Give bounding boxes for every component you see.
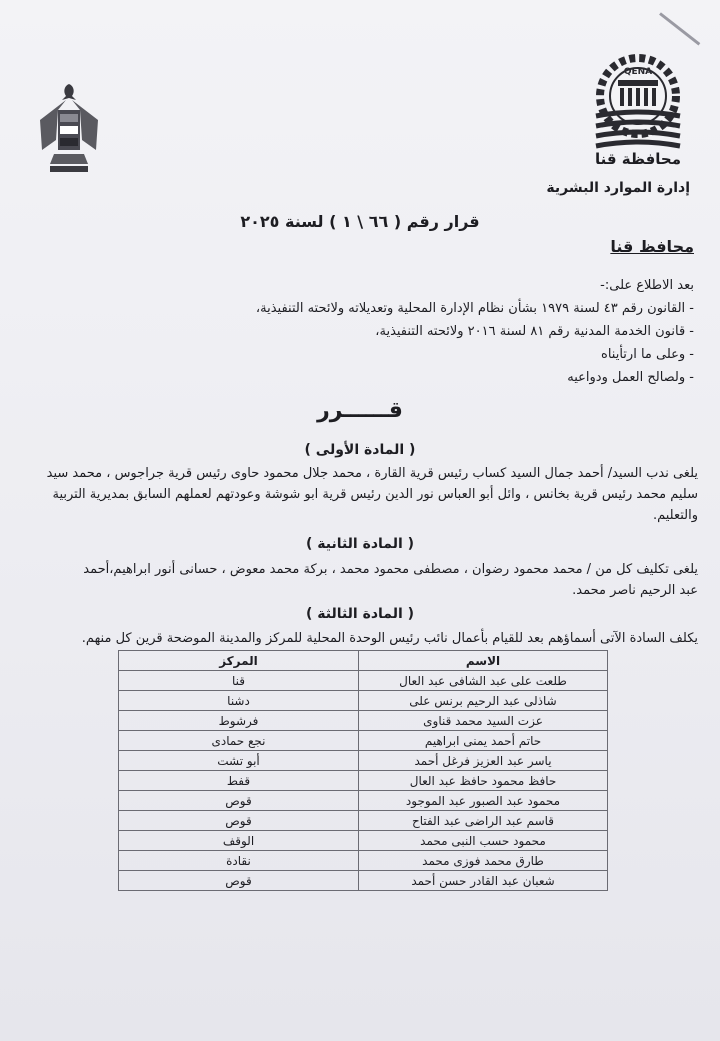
name-cell: قاسم عبد الراضى عبد الفتاح [359,811,608,831]
center-cell: نقادة [119,851,359,871]
center-cell: نجع حمادى [119,731,359,751]
name-cell: محمود حسب النبى محمد [359,831,608,851]
article-line: يلغى ندب السيد/ أحمد جمال السيد كساب رئيس قرية القارة ، محمد جلال محمود حاوى رئيس قرية جراجوس ، محمد سيد [46,466,698,481]
table-row [119,751,608,771]
name-cell: محمود عبد الصبور عبد الموجود [359,791,608,811]
preamble-line: - القانون رقم ٤٣ لسنة ١٩٧٩ بشأن نظام الإدارة المحلية وتعديلاته ولائحته التنفيذية، [255,301,694,316]
center-cell: قفط [119,771,359,791]
name-cell: عزت السيد محمد قناوى [359,711,608,731]
logo-text: QENA [623,67,653,77]
article-2-title: ( المادة الثانية ) [305,536,415,552]
article-line: عبد الرحيم ناصر محمد. [572,583,698,598]
name-cell: شعبان عبد القادر حسن أحمد [359,871,608,891]
table-row [119,771,608,791]
center-cell: فرشوط [119,711,359,731]
preamble-line: - قانون الخدمة المدنية رقم ٨١ لسنة ٢٠١٦ ولائحته التنفيذية، [375,324,694,339]
column-header-center: المركز [119,651,359,671]
article-2-body [20,559,698,601]
table-header-row [119,651,608,671]
center-cell: قوص [119,871,359,891]
center-cell: قنا [119,671,359,691]
article-3-body [20,628,698,649]
center-cell: قوص [119,791,359,811]
table-row [119,871,608,891]
article-1-body [20,463,698,526]
center-cell: أبو تشت [119,751,359,771]
article-3-title: ( المادة الثالثة ) [305,606,415,622]
name-cell: ياسر عبد العزيز فرغل أحمد [359,751,608,771]
logo-caption: محافظة قنا [594,150,682,168]
table-row [119,671,608,691]
table-row [119,711,608,731]
department-name: إدارة الموارد البشرية [546,180,690,196]
article-line: يلغى تكليف كل من / محمد محمود رضوان ، مصطفى محمود محمد ، بركة محمد معوض ، حسانى أنور ابراهيم،أحمد [83,562,698,577]
column-header-name: الاسم [359,651,608,671]
preamble-line: - وعلى ما ارتأيناه [601,347,694,362]
table-row [119,731,608,751]
article-line: يكلف السادة الآتى أسماؤهم بعد للقيام بأعمال نائب رئيس الوحدة المحلية للمركز والمدينة الموضحة قرين كل منهم. [81,631,698,646]
table-row [119,811,608,831]
preamble [34,274,694,389]
table-row [119,691,608,711]
table-row [119,791,608,811]
governor-heading: محافظ قنا [610,237,694,256]
corner-pen-mark [659,12,700,45]
table-row [119,831,608,851]
preamble-line: - ولصالح العمل ودواعيه [567,370,694,385]
table-row [119,851,608,871]
article-1-title: ( المادة الأولى ) [304,442,416,458]
eagle-emblem-icon [36,80,102,180]
assignment-table [118,650,608,891]
center-cell: قوص [119,811,359,831]
decree-title: قرار رقم ( ٦٦ \ ١ ) لسنة ٢٠٢٥ [240,212,480,231]
name-cell: طلعت على عبد الشافى عبد العال [359,671,608,691]
preamble-line: بعد الاطلاع على:- [600,278,694,293]
center-cell: دشنا [119,691,359,711]
name-cell: شاذلى عبد الرحيم برنس على [359,691,608,711]
name-cell: حافظ محمود حافظ عبد العال [359,771,608,791]
name-cell: طارق محمد فوزى محمد [359,851,608,871]
article-line: سليم محمد رئيس قرية بخانس ، وائل أبو العباس نور الدين رئيس قرية ابو شوشة وعودتهم لعملهم السابق بمديرية التربية [52,487,698,502]
decision-heading: قــــــرر [317,398,403,423]
name-cell: حاتم أحمد يمنى ابراهيم [359,731,608,751]
center-cell: الوقف [119,831,359,851]
article-line: والتعليم. [652,508,698,523]
